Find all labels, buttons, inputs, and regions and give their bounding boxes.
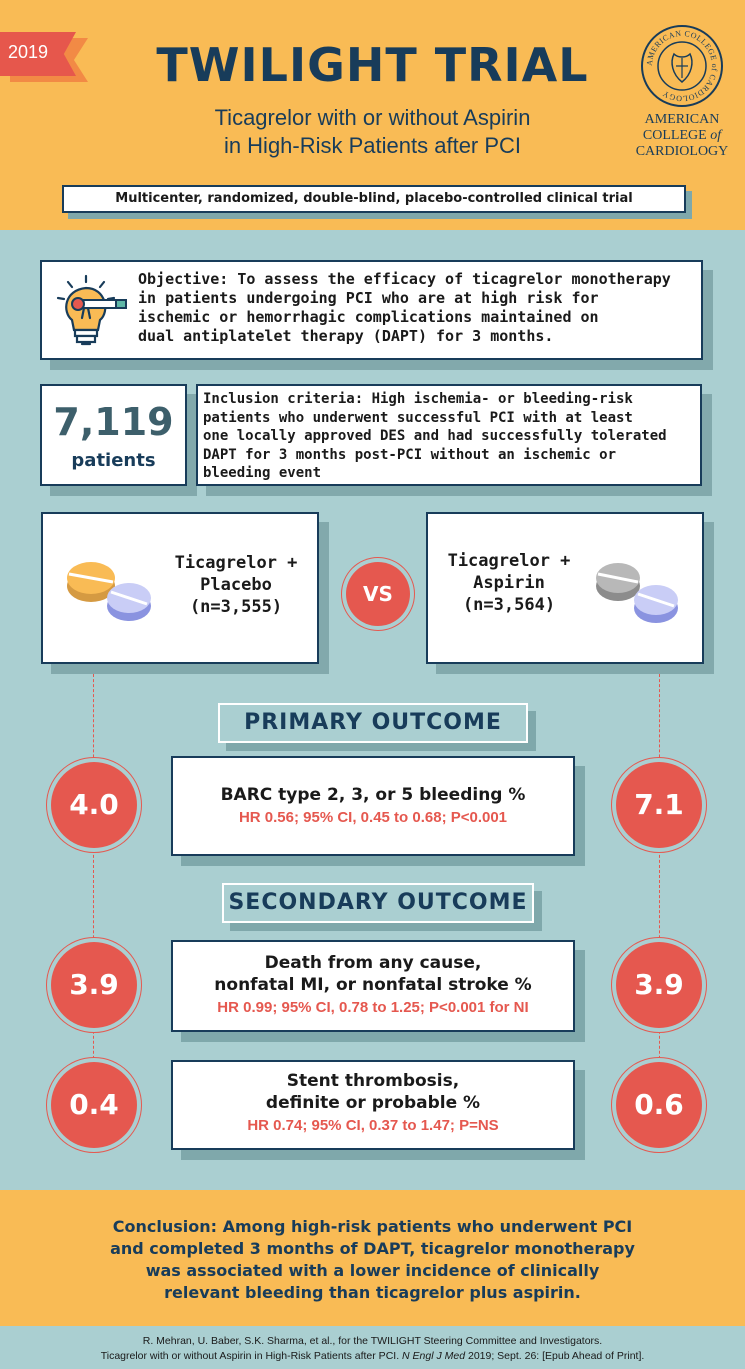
trial-type-label: Multicenter, randomized, double-blind, placebo-controlled clinical trial xyxy=(62,185,686,213)
conclusion-text: Conclusion: Among high-risk patients who underwent PCI and completed 3 months of DAPT, ticagrelor monotherapy was associated with a lower incidence of clinically relevant bleeding than ticagrelor plus aspirin. xyxy=(110,1217,635,1302)
secondary-outcome-label: Death from any cause, nonfatal MI, or nonfatal stroke % xyxy=(214,953,532,995)
secondary-1-left-value: 3.9 xyxy=(51,942,137,1028)
citation: R. Mehran, U. Baber, S.K. Sharma, et al., for the TWILIGHT Steering Committee and Investigators. Ticagrelor with or without Aspirin in High-Risk Patients after PCI. N Engl J Med 2019; Sept. 26: [Epub Ahead of Print]. xyxy=(100,1335,645,1362)
acc-seal-icon xyxy=(640,24,724,108)
pills-icon xyxy=(588,552,698,632)
primary-outcome-card xyxy=(171,756,575,856)
acc-wordmark: AMERICAN COLLEGE of CARDIOLOGY xyxy=(635,112,729,159)
primary-outcome-stat: HR 0.56; 95% CI, 0.45 to 0.68; P<0.001 xyxy=(238,809,508,826)
lightbulb-icon xyxy=(56,274,136,350)
secondary-outcome-stat: HR 0.99; 95% CI, 0.78 to 1.25; P<0.001 for NI xyxy=(217,999,529,1016)
vs-badge: VS xyxy=(346,562,410,626)
secondary-outcome-heading: SECONDARY OUTCOME xyxy=(222,883,534,923)
acc-logo xyxy=(633,24,731,184)
secondary-1-right-value: 3.9 xyxy=(616,942,702,1028)
stent-thrombosis-stat: HR 0.74; 95% CI, 0.37 to 1.47; P=NS xyxy=(247,1117,499,1134)
primary-right-value: 7.1 xyxy=(616,762,702,848)
year-label: 2019 xyxy=(8,42,49,62)
header-banner xyxy=(0,0,745,230)
primary-outcome-heading: PRIMARY OUTCOME xyxy=(218,703,528,743)
page-subtitle: Ticagrelor with or without Aspirin in High-Risk Patients after PCI xyxy=(214,105,531,158)
pills-icon xyxy=(57,548,167,628)
arm-right-label: Ticagrelor + Aspirin (n=3,564) xyxy=(447,551,571,615)
svg-text:AMERICAN COLLEGE of CARDIOLOGY: AMERICAN COLLEGE of CARDIOLOGY xyxy=(644,28,720,104)
secondary-outcome-card xyxy=(171,940,575,1032)
secondary-2-left-value: 0.4 xyxy=(51,1062,137,1148)
arm-ticagrelor-aspirin xyxy=(426,512,704,664)
secondary-2-right-value: 0.6 xyxy=(616,1062,702,1148)
stent-thrombosis-card xyxy=(171,1060,575,1150)
stent-thrombosis-label: Stent thrombosis, definite or probable % xyxy=(265,1071,481,1113)
arm-left-label: Ticagrelor + Placebo (n=3,555) xyxy=(174,553,298,617)
primary-outcome-label: BARC type 2, 3, or 5 bleeding % xyxy=(220,785,526,805)
objective-card xyxy=(40,260,703,360)
patient-count: 7,119 xyxy=(53,400,174,444)
patient-count-card xyxy=(40,384,187,486)
primary-left-value: 4.0 xyxy=(51,762,137,848)
page-title: TWILIGHT TRIAL xyxy=(156,38,589,92)
patient-count-label: patients xyxy=(71,450,156,471)
inclusion-criteria-text: Inclusion criteria: High ischemia- or bleeding-risk patients who underwent successful PCI with at least one locally approved DES and had successfully tolerated DAPT for 3 months post-PCI without an ischemic or bleeding event xyxy=(203,391,667,481)
objective-text: Objective: To assess the efficacy of ticagrelor monotherapy in patients undergoing PCI who are at high risk for ischemic or hemorrhagic complications maintained on dual antiplatelet therapy (DAPT) for 3 months. xyxy=(138,270,671,345)
conclusion-banner xyxy=(0,1190,745,1326)
arm-ticagrelor-placebo xyxy=(41,512,319,664)
right-connector-line xyxy=(659,664,660,1094)
inclusion-criteria-card xyxy=(196,384,702,486)
left-connector-line xyxy=(93,664,94,1094)
